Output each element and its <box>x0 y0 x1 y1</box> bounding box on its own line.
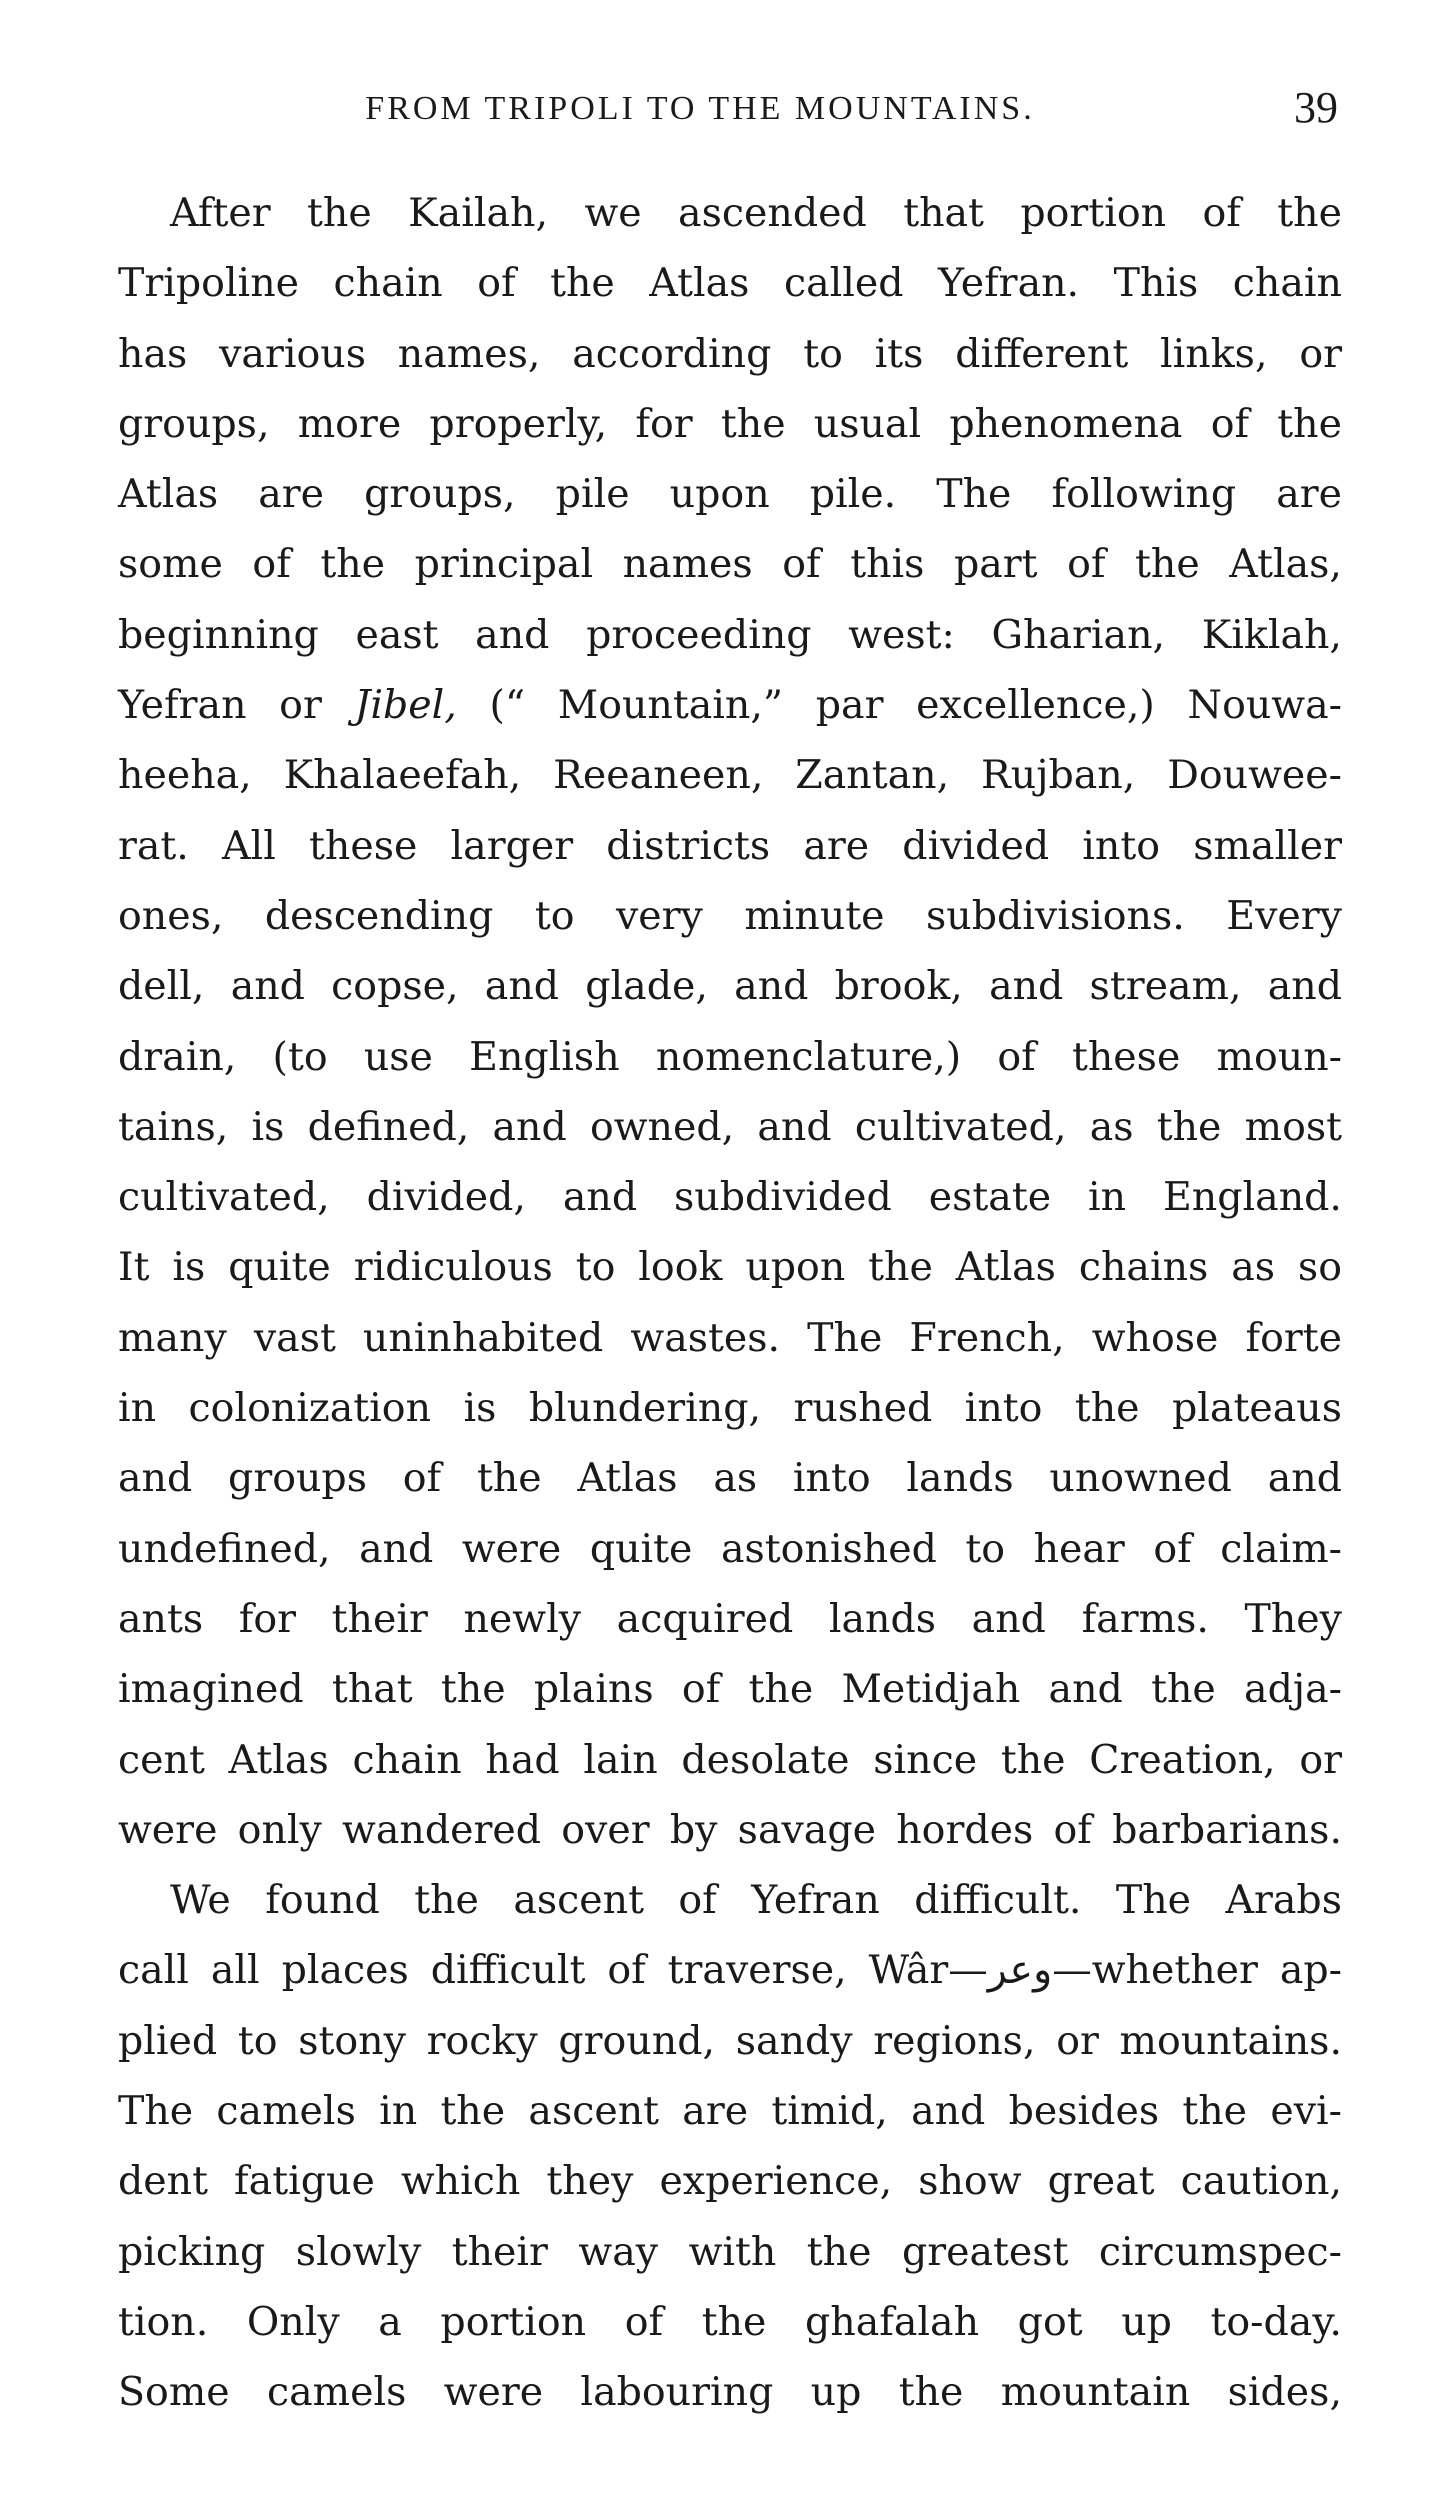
text-line: imagined that the plains of the Metidjah and the adja- <box>118 1666 1342 1713</box>
page-number: 39 <box>1294 83 1338 132</box>
text-line: tion. Only a portion of the ghafalah got up to-day. <box>118 2298 1342 2345</box>
body-text <box>118 178 1342 2428</box>
text-line: ones, descending to very minute subdivisions. Every <box>118 892 1342 939</box>
text-line: It is quite ridiculous to look upon the Atlas chains as so <box>118 1244 1342 1291</box>
text-line: cent Atlas chain had lain desolate since the Creation, or <box>118 1736 1342 1783</box>
running-head <box>0 82 1450 142</box>
text-line: drain, (to use English nomenclature,) of these moun- <box>118 1033 1342 1080</box>
text-line: groups, more properly, for the usual phenomena of the <box>118 400 1342 447</box>
text-line: tains, is defined, and owned, and cultivated, as the most <box>118 1103 1342 1150</box>
italic-word: Jibel, <box>354 682 457 729</box>
text-line: were only wandered over by savage hordes of barbarians. <box>118 1806 1342 1853</box>
paragraph-1 <box>118 178 1342 1865</box>
text-line: in colonization is blundering, rushed into the plateaus <box>118 1385 1342 1432</box>
text-line: undefined, and were quite astonished to hear of claim- <box>118 1525 1342 1572</box>
text-line: heeha, Khalaeefah, Reeaneen, Zantan, Rujban, Douwee- <box>118 752 1342 799</box>
text-line: dell, and copse, and glade, and brook, and stream, and <box>118 963 1342 1010</box>
text-line: Some camels were labouring up the mountain sides, <box>118 2369 1342 2416</box>
running-title: FROM TRIPOLI TO THE MOUNTAINS. <box>365 90 1035 127</box>
text-line: plied to stony rocky ground, sandy regions, or mountains. <box>118 2017 1342 2064</box>
text-line: dent fatigue which they experience, show great caution, <box>118 2158 1342 2205</box>
text-line: picking slowly their way with the greatest circumspec- <box>118 2228 1342 2275</box>
text-line: Yefran or Jibel, (“ Mountain,” par excellence,) Nouwa- <box>118 682 1342 729</box>
text-line: rat. All these larger districts are divided into smaller <box>118 822 1342 869</box>
text-line: ants for their newly acquired lands and farms. They <box>118 1595 1342 1642</box>
text-line: many vast uninhabited wastes. The French, whose forte <box>118 1314 1342 1361</box>
text-line: cultivated, divided, and subdivided estate in England. <box>118 1174 1342 1221</box>
paragraph-2 <box>118 1865 1342 2427</box>
text-line: and groups of the Atlas as into lands unowned and <box>118 1455 1342 1502</box>
text-line: call all places difficult of traverse, Wâr—وعر—whether ap- <box>118 1947 1342 1994</box>
text-line: Atlas are groups, pile upon pile. The following are <box>118 471 1342 518</box>
text-line: The camels in the ascent are timid, and besides the evi- <box>118 2088 1342 2135</box>
text-line: beginning east and proceeding west: Gharian, Kiklah, <box>118 611 1342 658</box>
text-line: some of the principal names of this part of the Atlas, <box>118 541 1342 588</box>
text-line: After the Kailah, we ascended that portion of the <box>170 190 1342 236</box>
text-line: We found the ascent of Yefran difficult. The Arabs <box>170 1877 1342 1924</box>
text-line: Tripoline chain of the Atlas called Yefran. This chain <box>118 260 1342 307</box>
text-line: has various names, according to its different links, or <box>118 330 1342 377</box>
